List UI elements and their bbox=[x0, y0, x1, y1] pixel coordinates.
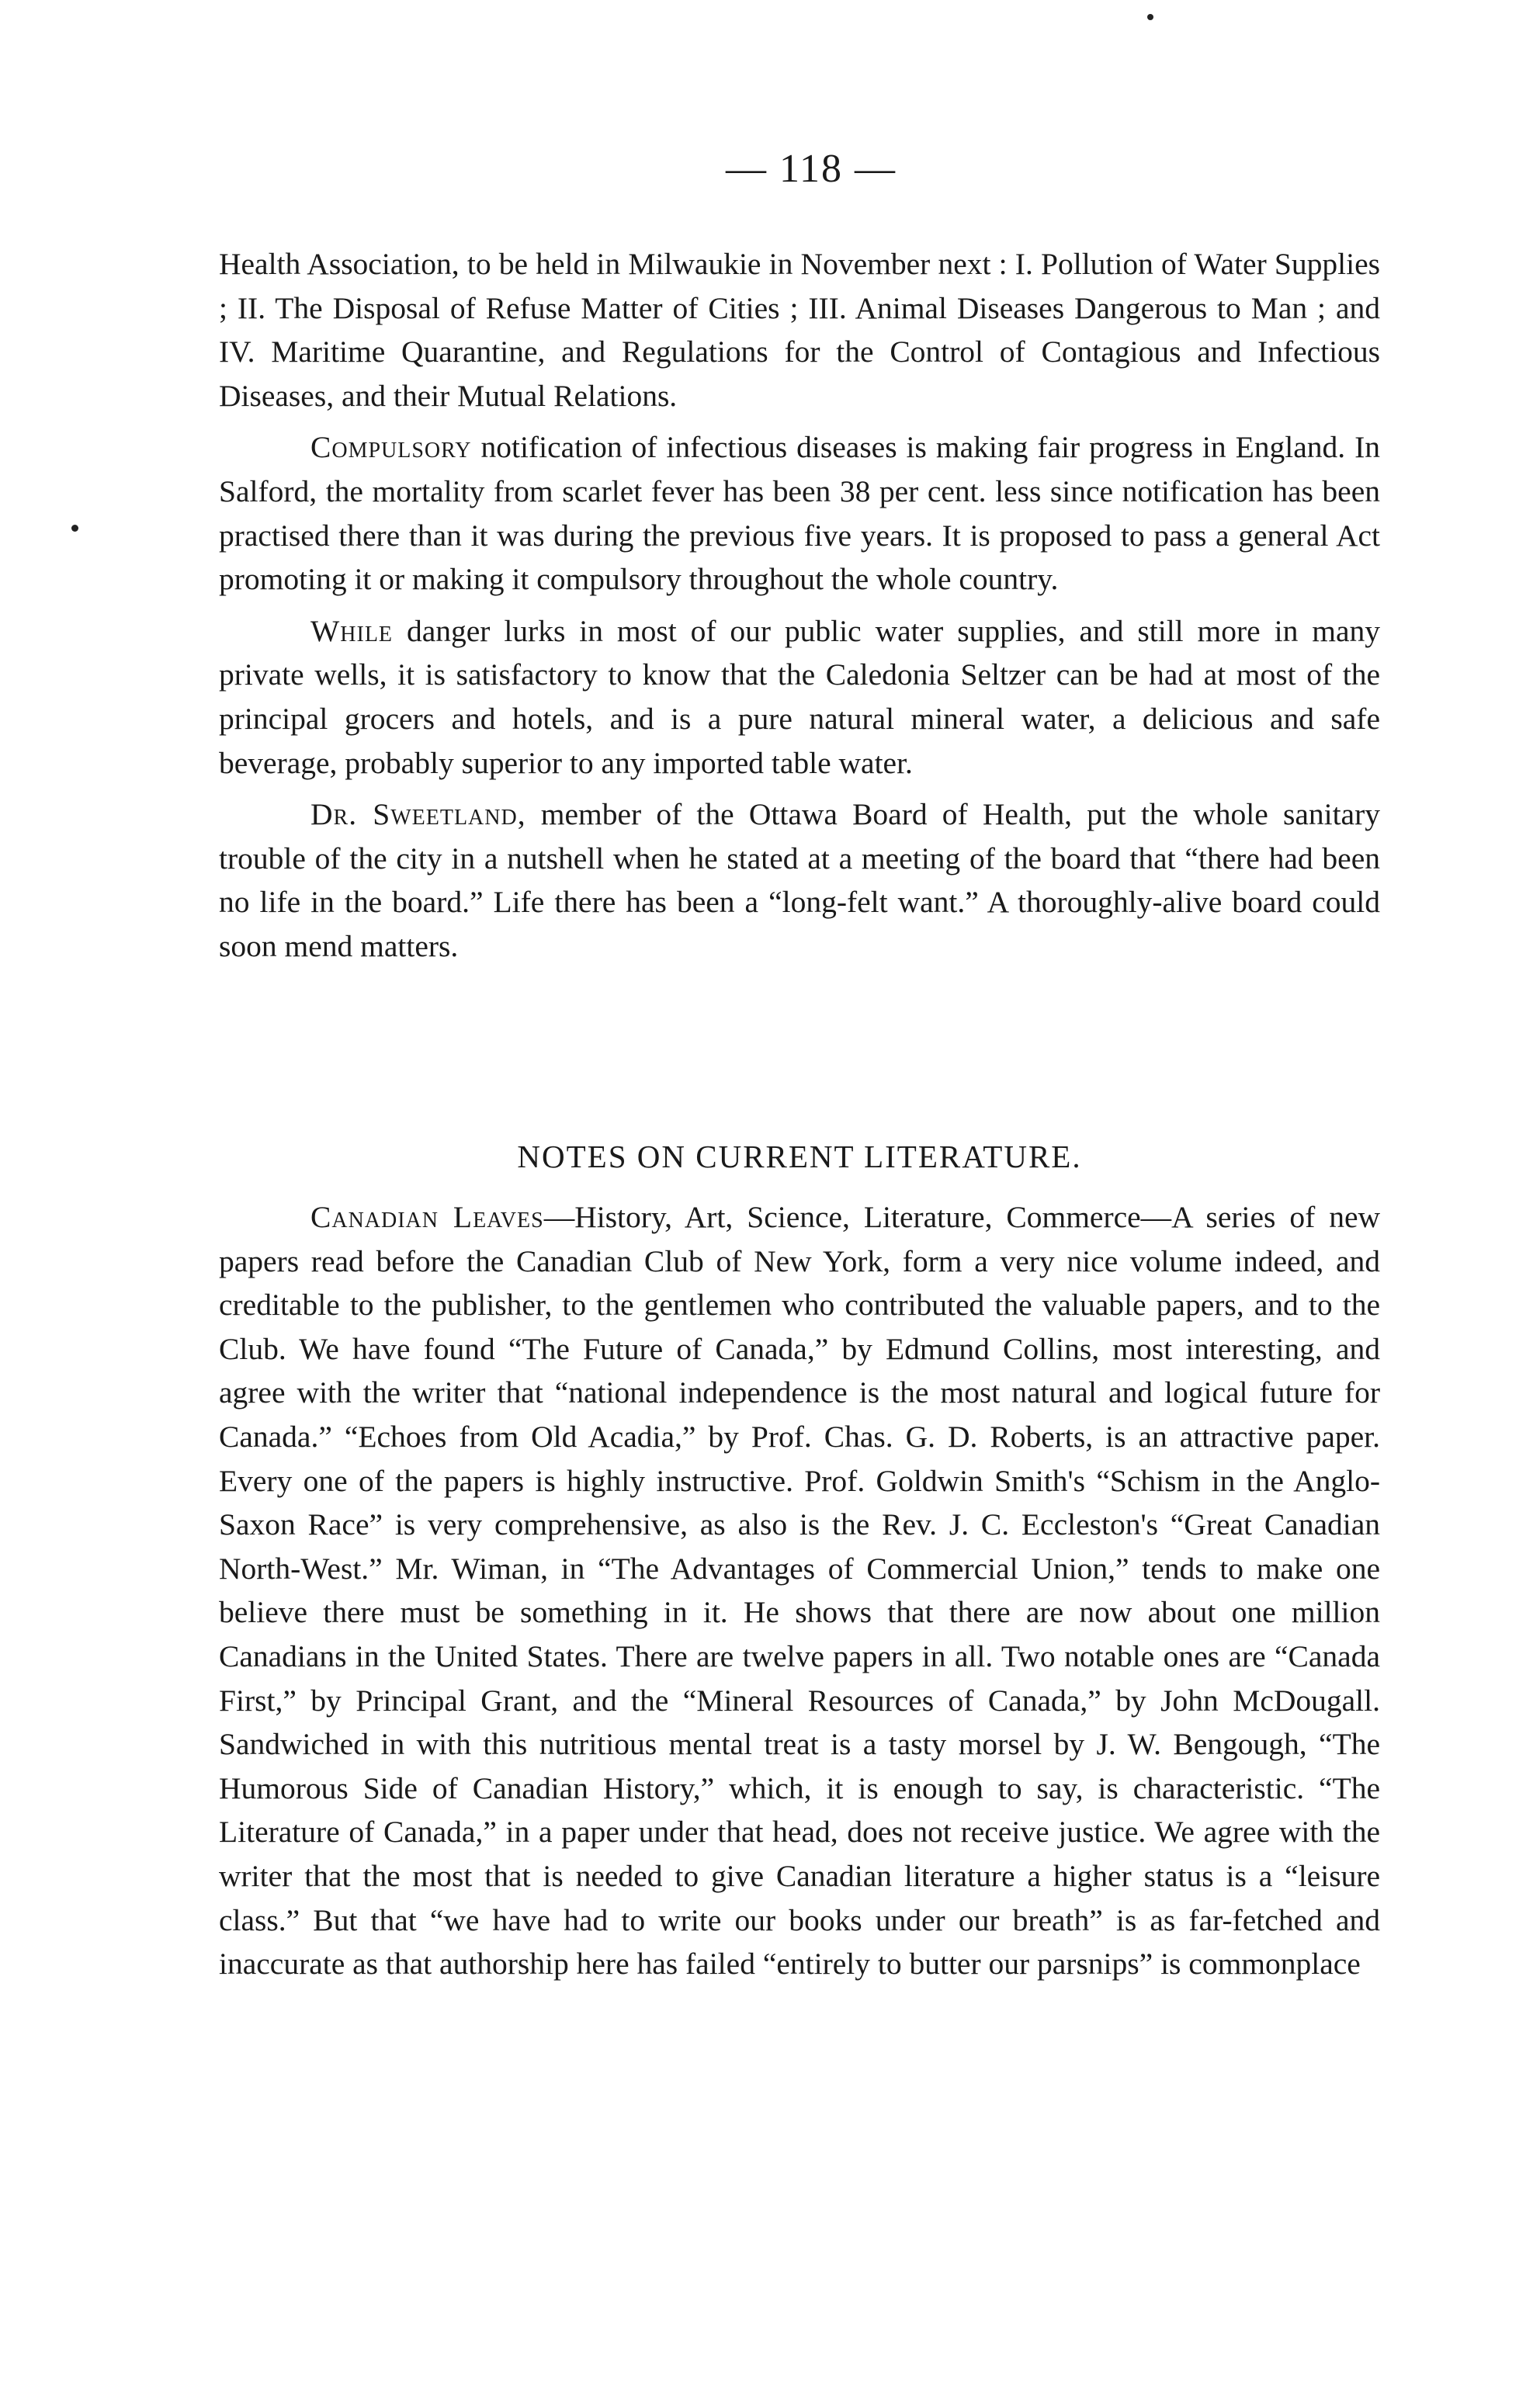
paragraph-while bbox=[219, 609, 1380, 785]
paragraph-canadian-leaves bbox=[219, 1195, 1380, 1986]
paragraph-body: member of the Ottawa Board of Health, put the whole sanitary trouble of the city in a nutshell when he stated at a meeting of the board that “there had been no life in the board.” Life there has been a “long-felt want.” A thoroughly-alive board could soon mend matters. bbox=[219, 797, 1380, 963]
paragraph-lead: While bbox=[310, 613, 394, 648]
paragraph-lead: Dr. Sweetland, bbox=[310, 797, 526, 832]
paragraph-sweetland bbox=[219, 792, 1380, 968]
paragraph-continuation: Health Association, to be held in Milwaukie in November next : I. Pollution of Water Supplies ; II. The Disposal of Refuse Matter of Cities ; III. Animal Diseases Dangerous to Man ; and IV. Maritime Quarantine, and Regulations for the Control of Contagious and Infectious Diseases, and their Mutual Relations. bbox=[219, 247, 1380, 413]
section-heading: NOTES ON CURRENT LITERATURE. bbox=[517, 1139, 1082, 1174]
paragraph-lead: Canadian Leaves bbox=[310, 1200, 544, 1234]
literature-text bbox=[219, 1195, 1380, 1986]
ink-speck bbox=[1147, 14, 1153, 20]
paragraph-lead: Compulsory bbox=[310, 430, 472, 465]
paragraph-body: —History, Art, Science, Literature, Commerce—A series of new papers read before the Canadian Club of New York, form a very nice volume indeed, and creditable to the publisher, to the gentlemen who contributed the valuable papers, and to the Club. We have found “The Future of Canada,” by Edmund Collins, most interesting, and agree with the writer that “national independence is the most natural and logical future for Canada.” “Echoes from Old Acadia,” by Prof. Chas. G. D. Roberts, is an attractive paper. Every one of the papers is highly instructive. Prof. Goldwin Smith's “Schism in the Anglo-Saxon Race” is very comprehensive, as also is the Rev. J. C. Eccleston's “Great Canadian North-West.” Mr. Wiman, in “The Advantages of Commercial Union,” tends to make one believe there must be something in it. He shows that there are now about one million Canadians in the United States. There are twelve papers in all. Two notable ones are “Canada First,” by Principal Grant, and the “Mineral Resources of Canada,” by John McDougall. Sandwiched in with this nutritious mental treat is a tasty morsel by J. W. Bengough, “The Humorous Side of Canadian History,” which, it is enough to say, is characteristic. “The Literature of Canada,” in a paper under that head, does not receive justice. We agree with the writer that the most that is needed to give Canadian literature a higher status is a “leisure class.” But that “we have had to write our books under our breath” is as far-fetched and inaccurate as that authorship here has failed “entirely to butter our parsnips” is commonplace bbox=[219, 1200, 1380, 1982]
ink-speck bbox=[71, 525, 78, 532]
paragraph-body: danger lurks in most of our public water supplies, and still more in many private wells, it is satisfactory to know that the Caledonia Seltzer can be had at most of the principal grocers and hotels, and is a pure natural mineral water, a delicious and safe beverage, probably superior to any imported table water. bbox=[219, 613, 1380, 780]
paragraph-body: notification of infectious diseases is making fair progress in England. In Salford, the mortality from scarlet fever has been 38 per cent. less since notification has been practised there than it was during the previous five years. It is proposed to pass a general Act promoting it or making it compulsory throughout the whole country. bbox=[219, 430, 1380, 597]
paragraph-compulsory bbox=[219, 425, 1380, 601]
page-number: — 118 — bbox=[725, 147, 897, 191]
upper-text bbox=[219, 242, 1380, 969]
